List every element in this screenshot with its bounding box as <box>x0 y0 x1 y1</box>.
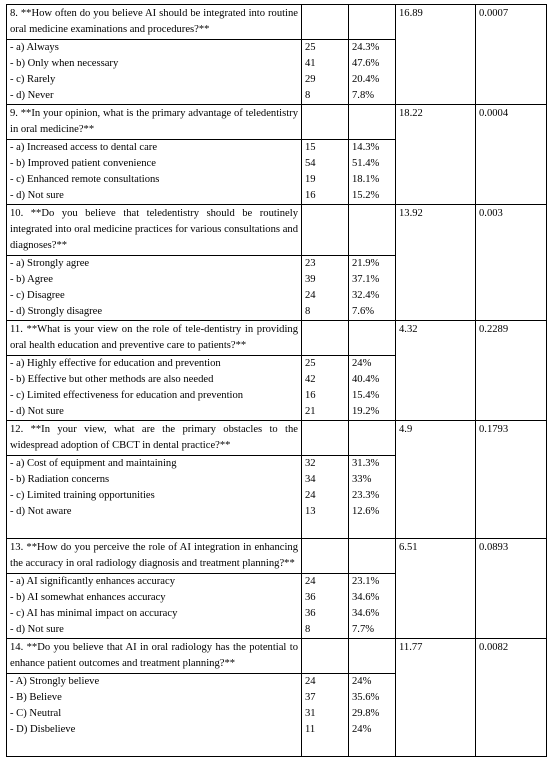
option-count: 23 <box>305 258 316 269</box>
option-percent-column <box>349 356 396 421</box>
option-count: 36 <box>305 608 316 619</box>
option-count: 41 <box>305 58 316 69</box>
option-label-column <box>7 40 302 105</box>
option-percent: 24.3% <box>352 42 380 53</box>
question-count-blank <box>302 421 349 456</box>
option-percent: 23.1% <box>352 576 380 587</box>
option-percent: 37.1% <box>352 274 380 285</box>
option-label-column <box>7 674 302 757</box>
option-label-column <box>7 356 302 421</box>
option-percent: 47.6% <box>352 58 380 69</box>
question-percent-blank <box>349 639 396 674</box>
option-count-column <box>302 674 349 757</box>
option-percent: 14.3% <box>352 142 380 153</box>
option-label: - d) Strongly disagree <box>10 306 103 317</box>
p-value: 0.0893 <box>476 539 547 639</box>
chi-square-value: 6.51 <box>396 539 476 639</box>
option-count: 54 <box>305 158 316 169</box>
option-label: - a) Strongly agree <box>10 258 90 269</box>
question-text: 9. **In your opinion, what is the primary advantage of teledentistry in oral medicine?** <box>7 105 302 140</box>
question-percent-blank <box>349 105 396 140</box>
p-value: 0.0082 <box>476 639 547 757</box>
option-count-column <box>302 356 349 421</box>
p-value: 0.2289 <box>476 321 547 421</box>
option-count: 25 <box>305 358 316 369</box>
option-percent: 23.3% <box>352 490 380 501</box>
p-value: 0.003 <box>476 205 547 321</box>
option-label: - c) Enhanced remote consultations <box>10 174 160 185</box>
option-count: 31 <box>305 708 316 719</box>
option-label: - d) Not aware <box>10 506 72 517</box>
option-label-column <box>7 456 302 539</box>
option-percent: 19.2% <box>352 406 380 417</box>
option-label: - C) Neutral <box>10 708 62 719</box>
option-label: - b) AI somewhat enhances accuracy <box>10 592 166 603</box>
option-percent: 21.9% <box>352 258 380 269</box>
option-count-column <box>302 574 349 639</box>
option-count: 39 <box>305 274 316 285</box>
option-count: 24 <box>305 490 316 501</box>
option-label: - c) AI has minimal impact on accuracy <box>10 608 178 619</box>
option-label: - c) Rarely <box>10 74 56 85</box>
question-percent-blank <box>349 421 396 456</box>
option-percent: 24% <box>352 724 372 735</box>
option-label: - b) Radiation concerns <box>10 474 110 485</box>
option-percent: 29.8% <box>352 708 380 719</box>
option-label: - a) Highly effective for education and prevention <box>10 358 221 369</box>
question-percent-blank <box>349 205 396 256</box>
option-label: - d) Never <box>10 90 54 101</box>
option-label: - A) Strongly believe <box>10 676 100 687</box>
option-count: 42 <box>305 374 316 385</box>
option-label: - a) AI significantly enhances accuracy <box>10 576 176 587</box>
chi-square-value: 18.22 <box>396 105 476 205</box>
option-percent: 15.2% <box>352 190 380 201</box>
option-count: 8 <box>305 624 311 635</box>
question-text: 12. **In your view, what are the primary obstacles to the widespread adoption of CBCT in dental practice?** <box>7 421 302 456</box>
option-percent: 35.6% <box>352 692 380 703</box>
option-count: 11 <box>305 724 316 735</box>
option-percent-column <box>349 256 396 321</box>
option-label: - b) Only when necessary <box>10 58 119 69</box>
option-percent: 24% <box>352 676 372 687</box>
chi-square-value: 13.92 <box>396 205 476 321</box>
option-percent: 24% <box>352 358 372 369</box>
option-label-column <box>7 256 302 321</box>
option-count-column <box>302 40 349 105</box>
option-percent: 51.4% <box>352 158 380 169</box>
option-percent: 7.7% <box>352 624 375 635</box>
p-value: 0.0007 <box>476 5 547 105</box>
question-row <box>7 205 547 256</box>
option-label: - c) Limited training opportunities <box>10 490 155 501</box>
option-label: - b) Agree <box>10 274 53 285</box>
option-count: 16 <box>305 390 316 401</box>
question-count-blank <box>302 539 349 574</box>
chi-square-value: 16.89 <box>396 5 476 105</box>
option-count: 19 <box>305 174 316 185</box>
option-count-column <box>302 140 349 205</box>
option-label: - b) Improved patient convenience <box>10 158 156 169</box>
option-count: 24 <box>305 676 316 687</box>
option-label-column <box>7 140 302 205</box>
question-percent-blank <box>349 5 396 40</box>
option-count: 8 <box>305 306 311 317</box>
question-count-blank <box>302 5 349 40</box>
option-count: 29 <box>305 74 316 85</box>
option-percent: 18.1% <box>352 174 380 185</box>
option-label: - d) Not sure <box>10 624 64 635</box>
option-percent: 33% <box>352 474 372 485</box>
question-text: 8. **How often do you believe AI should be integrated into routine oral medicine examinations and procedures?** <box>7 5 302 40</box>
option-percent: 32.4% <box>352 290 380 301</box>
option-label: - a) Increased access to dental care <box>10 142 158 153</box>
option-label: - b) Effective but other methods are also needed <box>10 374 214 385</box>
option-percent: 34.6% <box>352 608 380 619</box>
option-label: - d) Not sure <box>10 406 64 417</box>
option-percent: 31.3% <box>352 458 380 469</box>
chi-square-value: 11.77 <box>396 639 476 757</box>
question-text: 13. **How do you perceive the role of AI integration in enhancing the accuracy in oral radiology diagnosis and treatment planning?** <box>7 539 302 574</box>
option-count: 13 <box>305 506 316 517</box>
option-percent: 40.4% <box>352 374 380 385</box>
option-percent-column <box>349 40 396 105</box>
question-count-blank <box>302 639 349 674</box>
option-count: 24 <box>305 576 316 587</box>
option-label: - a) Cost of equipment and maintaining <box>10 458 177 469</box>
question-count-blank <box>302 205 349 256</box>
option-count: 8 <box>305 90 311 101</box>
option-count-column <box>302 256 349 321</box>
question-row <box>7 105 547 140</box>
option-count: 24 <box>305 290 316 301</box>
p-value: 0.1793 <box>476 421 547 539</box>
question-row <box>7 421 547 456</box>
option-count-column <box>302 456 349 539</box>
chi-square-value: 4.32 <box>396 321 476 421</box>
question-text: 14. **Do you believe that AI in oral radiology has the potential to enhance patient outcomes and treatment planning?** <box>7 639 302 674</box>
question-row <box>7 539 547 574</box>
option-percent-column <box>349 456 396 539</box>
p-value: 0.0004 <box>476 105 547 205</box>
option-count: 32 <box>305 458 316 469</box>
option-count: 37 <box>305 692 316 703</box>
option-percent: 34.6% <box>352 592 380 603</box>
question-count-blank <box>302 321 349 356</box>
option-label: - D) Disbelieve <box>10 724 76 735</box>
option-percent-column <box>349 140 396 205</box>
chi-square-value: 4.9 <box>396 421 476 539</box>
option-percent: 7.6% <box>352 306 375 317</box>
option-label: - a) Always <box>10 42 59 53</box>
question-text: 11. **What is your view on the role of tele-dentistry in providing oral health education and preventive care to patients?** <box>7 321 302 356</box>
option-count: 16 <box>305 190 316 201</box>
question-text: 10. **Do you believe that teledentistry should be routinely integrated into oral medicine practices for various consultations and diagnoses?** <box>7 205 302 256</box>
survey-table-body <box>7 5 547 757</box>
option-count: 15 <box>305 142 316 153</box>
option-count: 25 <box>305 42 316 53</box>
option-percent: 12.6% <box>352 506 380 517</box>
option-label-column <box>7 574 302 639</box>
option-count: 21 <box>305 406 316 417</box>
question-row <box>7 321 547 356</box>
option-label: - B) Believe <box>10 692 62 703</box>
question-row <box>7 5 547 40</box>
question-percent-blank <box>349 321 396 356</box>
option-percent-column <box>349 574 396 639</box>
question-row <box>7 639 547 674</box>
survey-table <box>6 4 547 757</box>
option-count: 36 <box>305 592 316 603</box>
option-percent: 7.8% <box>352 90 375 101</box>
option-percent: 20.4% <box>352 74 380 85</box>
question-percent-blank <box>349 539 396 574</box>
question-count-blank <box>302 105 349 140</box>
option-label: - d) Not sure <box>10 190 64 201</box>
option-label: - c) Disagree <box>10 290 65 301</box>
option-label: - c) Limited effectiveness for education and prevention <box>10 390 244 401</box>
option-percent: 15.4% <box>352 390 380 401</box>
option-percent-column <box>349 674 396 757</box>
option-count: 34 <box>305 474 316 485</box>
